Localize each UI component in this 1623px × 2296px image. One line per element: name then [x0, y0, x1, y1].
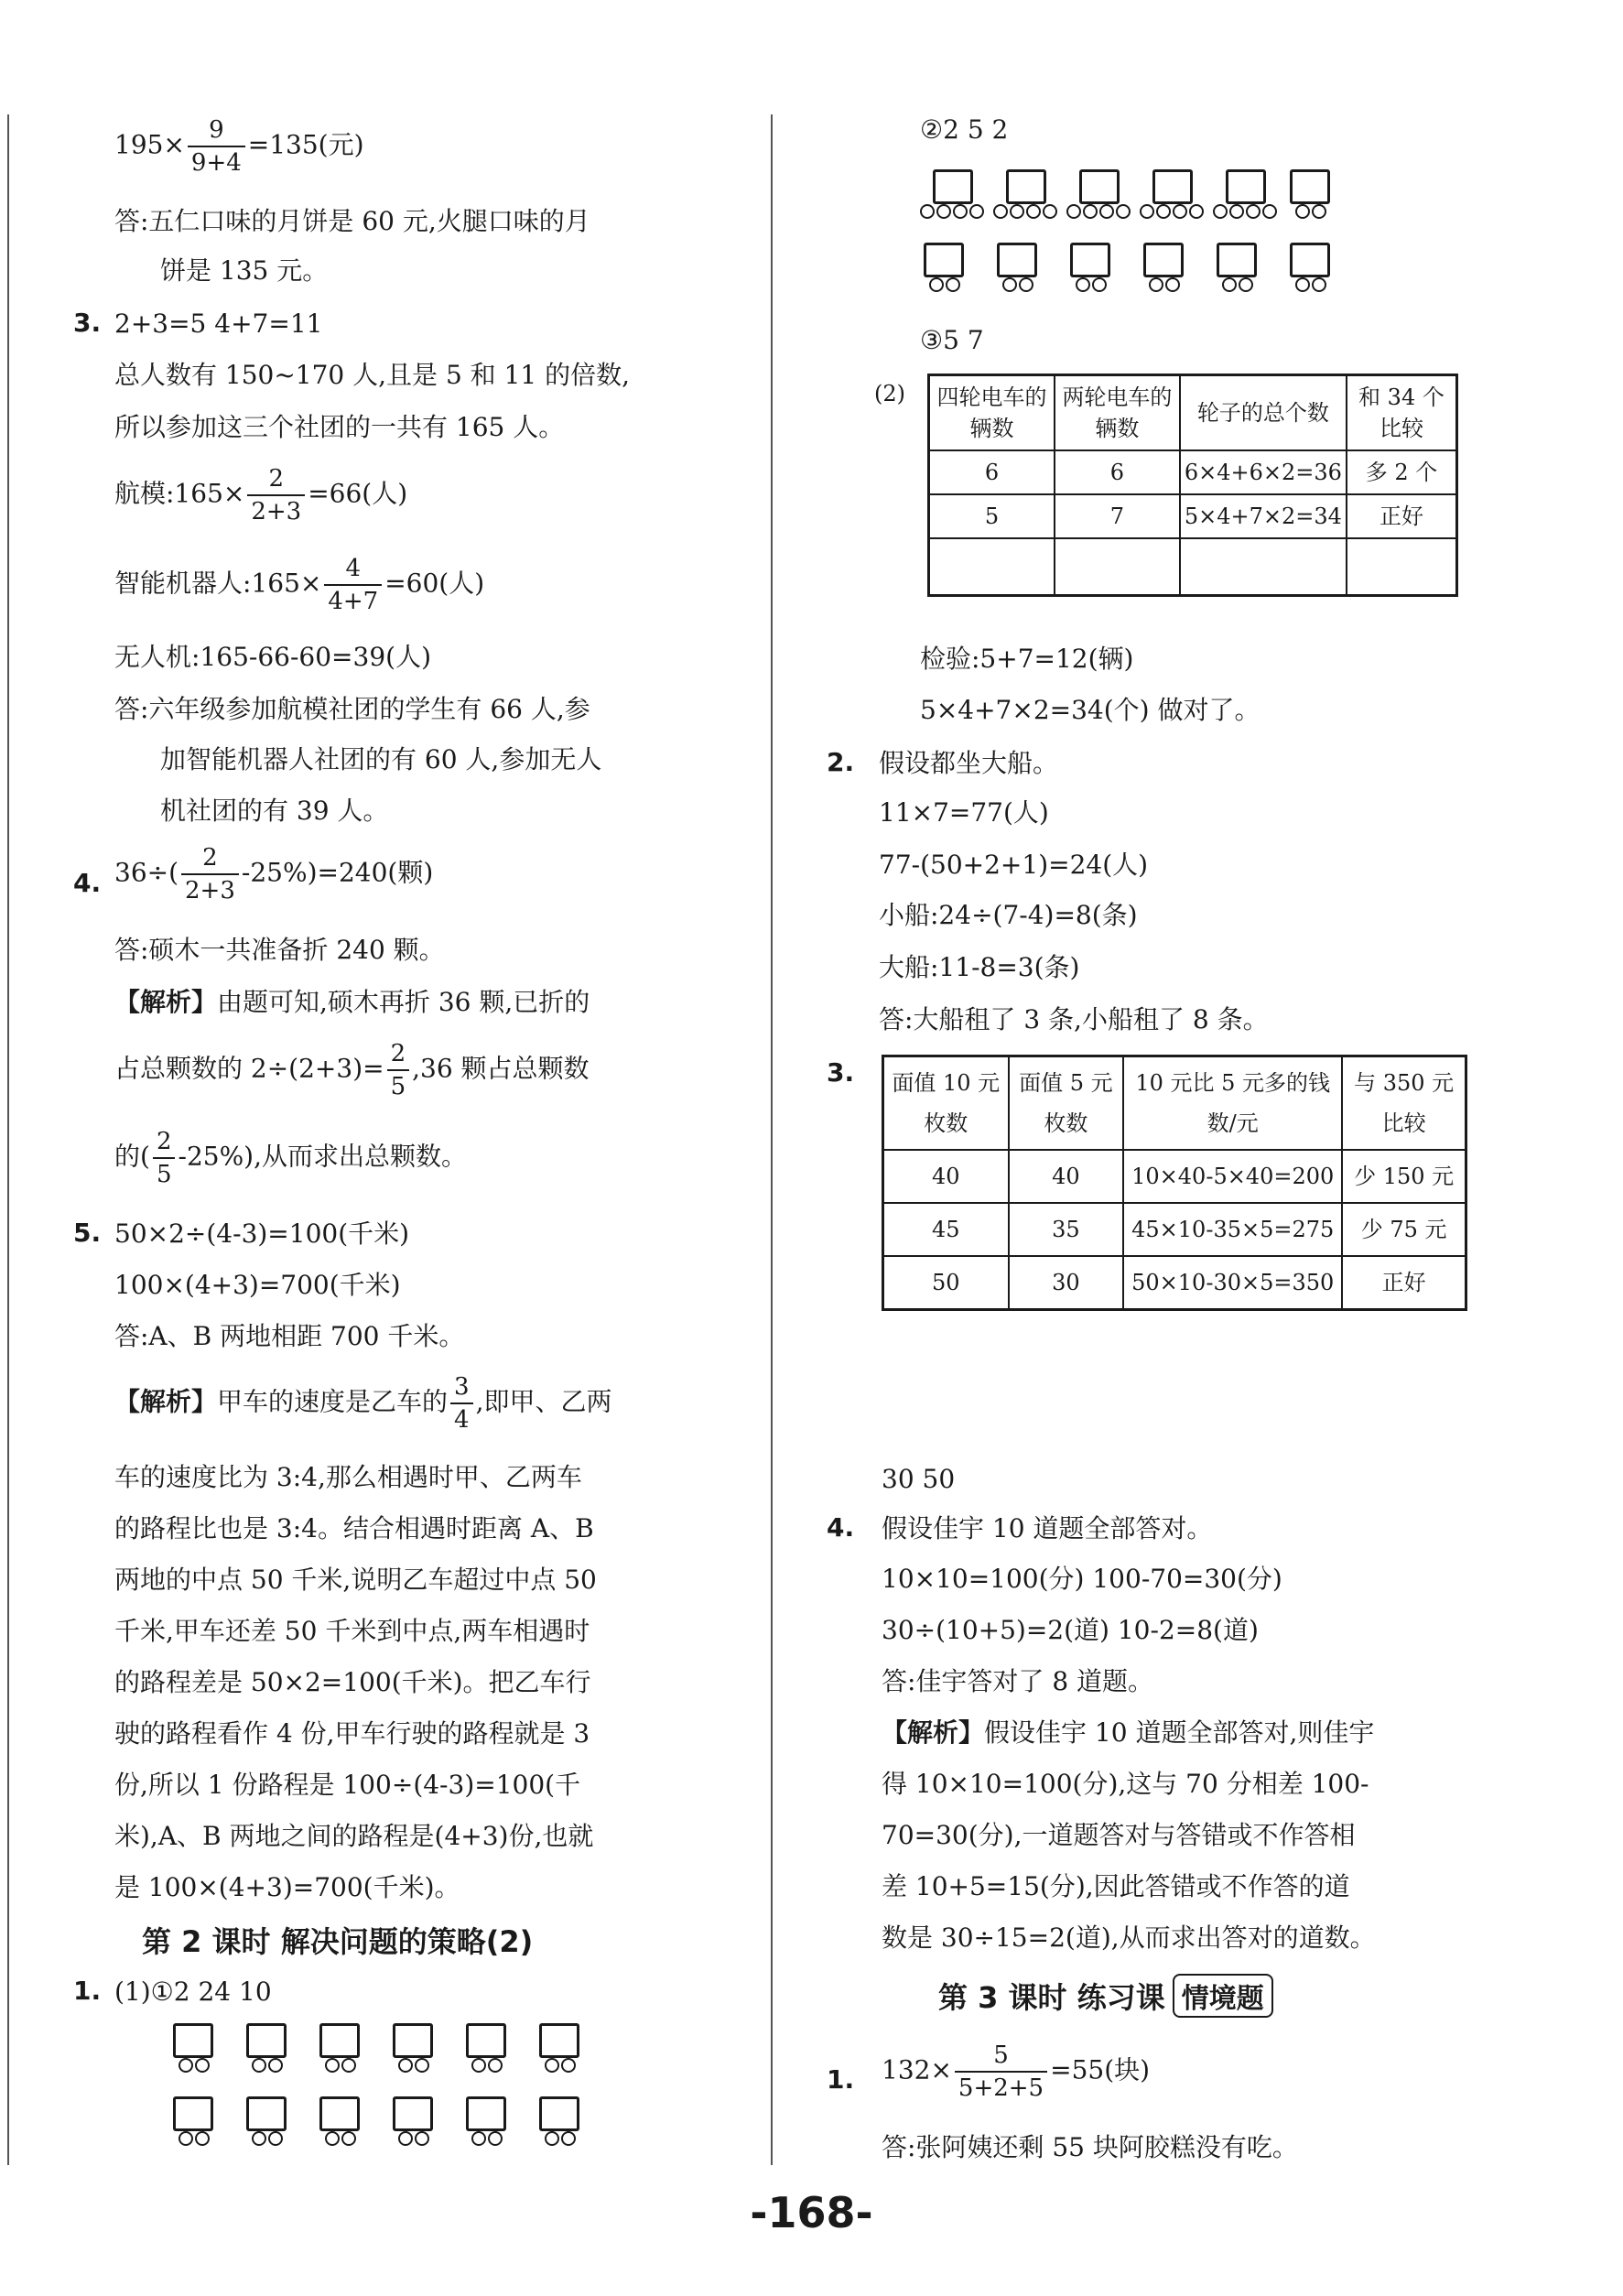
line-fraction: 36÷( $\frac{2}{2+3}$ -25%)=240(颗): [114, 844, 434, 904]
four-wheel-car: [1213, 169, 1286, 221]
analysis-line: 驶的路程看作 4 份,甲车行驶的路程就是 3: [114, 1718, 590, 1749]
table-label: (2): [874, 381, 905, 406]
answer-line: 答:张阿姨还剩 55 块阿胶糕没有吃。: [882, 2132, 1298, 2162]
analysis-line: 是 100×(4+3)=700(千米)。: [114, 1872, 460, 1902]
answer-line: 加智能机器人社团的有 60 人,参加无人: [160, 744, 602, 774]
table-header-cell: 面值 5 元枚数: [1009, 1056, 1124, 1151]
text-line: ②2 5 2: [920, 114, 1009, 145]
table-cell: 7: [1055, 494, 1180, 538]
two-wheel-car: [316, 2023, 363, 2074]
text-line: 检验:5+7=12(辆): [920, 644, 1134, 674]
table-header-cell: 10 元比 5 元多的钱数/元: [1123, 1056, 1342, 1151]
answer-line: 答:佳宇答对了 8 道题。: [882, 1666, 1154, 1696]
table-cell: 40: [1009, 1150, 1124, 1203]
text-line: 所以参加这三个社团的一共有 165 人。: [114, 412, 565, 442]
analysis-line: 70=30(分),一道题答对与答错或不作答相: [882, 1820, 1356, 1850]
analysis-line: 的路程差是 50×2=100(千米)。把乙车行: [114, 1667, 591, 1697]
text-line: (1)①2 24 10: [114, 1977, 272, 2007]
lesson-heading: 第 3 课时 练习课 情境题: [938, 1974, 1273, 2018]
answer-line: 答:大船租了 3 条,小船租了 8 条。: [879, 1004, 1269, 1034]
two-wheel-car: [243, 2023, 290, 2074]
wheel-table: [927, 374, 1458, 597]
analysis-line: 份,所以 1 份路程是 100÷(4-3)=100(千: [114, 1770, 581, 1800]
text-line: 小船:24÷(7-4)=8(条): [879, 900, 1138, 930]
answer-line: 答:A、B 两地相距 700 千米。: [114, 1321, 465, 1351]
table-cell: 正好: [1342, 1256, 1466, 1310]
two-wheel-car: [462, 2096, 510, 2148]
question-number: 4.: [73, 868, 102, 898]
text-line: 50×2÷(4-3)=100(千米): [114, 1218, 410, 1249]
two-wheel-car: [462, 2023, 510, 2074]
analysis-line: 千米,甲车还差 50 千米到中点,两车相遇时: [114, 1616, 590, 1646]
column-divider: [771, 114, 773, 2165]
text-line: ③5 7: [920, 325, 984, 355]
table-cell: 30: [1009, 1256, 1124, 1310]
table-cell: 50: [883, 1256, 1009, 1310]
table-row: [883, 1150, 1466, 1203]
line-fraction: 占总颗数的 2÷(2+3)= $\frac{2}{5}$ ,36 颗占总颗数: [114, 1040, 590, 1100]
table-header-cell: 四轮电车的辆数: [929, 375, 1055, 451]
two-wheel-car: [243, 2096, 290, 2148]
analysis-line: 米),A、B 两地之间的路程是(4+3)份,也就: [114, 1821, 594, 1851]
coin-table: [882, 1055, 1467, 1311]
table-cell: 5×4+7×2=34: [1180, 494, 1347, 538]
line-fraction: 航模:165× $\frac{2}{2+3}$ =66(人): [114, 465, 408, 525]
text-line: 30÷(10+5)=2(道) 10-2=8(道): [882, 1615, 1259, 1645]
text-line: 大船:11-8=3(条): [879, 952, 1080, 982]
text-line: 总人数有 150~170 人,且是 5 和 11 的倍数,: [114, 360, 630, 390]
two-wheel-car: [1140, 243, 1187, 294]
text-line: 100×(4+3)=700(千米): [114, 1270, 401, 1300]
answer-line: 饼是 135 元。: [160, 255, 329, 286]
scenario-badge: 情境题: [1173, 1974, 1273, 2018]
analysis-line: 得 10×10=100(分),这与 70 分相差 100-: [882, 1769, 1369, 1799]
text-line: 2+3=5 4+7=11: [114, 309, 323, 339]
two-wheel-car: [993, 243, 1041, 294]
analysis-line: 【解析】假设佳宇 10 道题全部答对,则佳宇: [882, 1717, 1375, 1748]
question-number: 1.: [73, 1976, 102, 2006]
table-row: [883, 1256, 1466, 1310]
two-wheel-car: [1066, 243, 1114, 294]
question-number: 1.: [827, 2064, 855, 2095]
analysis-line: 【解析】甲车的速度是乙车的 $\frac{3}{4}$ ,即甲、乙两: [114, 1373, 612, 1434]
text-line: 30 50: [882, 1464, 956, 1494]
line-fraction: 132× $\frac{5}{5+2+5}$ =55(块): [882, 2041, 1151, 2102]
table-cell: 正好: [1347, 494, 1457, 538]
two-wheel-car: [920, 243, 968, 294]
lesson-heading: 第 2 课时 解决问题的策略(2): [142, 1924, 534, 1959]
two-wheel-car: [536, 2096, 583, 2148]
text-line: 77-(50+2+1)=24(人): [879, 850, 1149, 880]
table-cell: 少 150 元: [1342, 1150, 1466, 1203]
table-row: [929, 450, 1457, 494]
table-cell: 6×4+6×2=36: [1180, 450, 1347, 494]
analysis-line: 【解析】由题可知,硕木再折 36 颗,已折的: [114, 987, 590, 1017]
analysis-line: 数是 30÷15=2(道),从而求出答对的道数。: [882, 1922, 1376, 1953]
table-header-cell: 两轮电车的辆数: [1055, 375, 1180, 451]
question-number: 3.: [827, 1057, 855, 1088]
analysis-line: 两地的中点 50 千米,说明乙车超过中点 50: [114, 1565, 597, 1595]
table-cell: 少 75 元: [1342, 1203, 1466, 1256]
table-cell: 6: [1055, 450, 1180, 494]
text-line: 5×4+7×2=34(个) 做对了。: [920, 695, 1261, 725]
two-wheel-car: [1286, 169, 1334, 221]
two-wheel-car: [316, 2096, 363, 2148]
table-cell: [929, 538, 1055, 595]
left-margin-line: [7, 114, 9, 2165]
table-header-cell: 与 350 元比较: [1342, 1056, 1466, 1151]
line-fraction: 的( $\frac{2}{5}$ -25%),从而求出总颗数。: [114, 1128, 468, 1188]
answer-line: 答:硕木一共准备折 240 颗。: [114, 935, 445, 965]
table-row: [929, 538, 1457, 595]
table-header-cell: 轮子的总个数: [1180, 375, 1347, 451]
two-wheel-car: [1213, 243, 1261, 294]
four-wheel-car: [1140, 169, 1213, 221]
question-number: 4.: [827, 1512, 855, 1543]
four-wheel-car: [1066, 169, 1140, 221]
table-header-cell: 面值 10 元枚数: [883, 1056, 1009, 1151]
two-wheel-car: [389, 2023, 437, 2074]
table-cell: 多 2 个: [1347, 450, 1457, 494]
answer-line: 答:五仁口味的月饼是 60 元,火腿口味的月: [114, 206, 590, 236]
question-number: 3.: [73, 308, 102, 338]
table-cell: [1347, 538, 1457, 595]
question-number: 2.: [827, 747, 855, 777]
table-cell: [1055, 538, 1180, 595]
table-cell: 10×40-5×40=200: [1123, 1150, 1342, 1203]
table-cell: 5: [929, 494, 1055, 538]
analysis-line: 车的速度比为 3:4,那么相遇时甲、乙两车: [114, 1462, 582, 1492]
two-wheel-car: [536, 2023, 583, 2074]
table-header-cell: 和 34 个比较: [1347, 375, 1457, 451]
four-wheel-car: [920, 169, 993, 221]
line-fraction: 195× $\frac{9}{9+4}$ =135(元): [114, 116, 364, 177]
text-line: 11×7=77(人): [879, 797, 1049, 828]
line-fraction: 智能机器人:165× $\frac{4}{4+7}$ =60(人): [114, 555, 485, 615]
text-line: 无人机:165-66-60=39(人): [114, 642, 431, 672]
table-cell: 45×10-35×5=275: [1123, 1203, 1342, 1256]
table-cell: 6: [929, 450, 1055, 494]
two-wheel-car: [169, 2023, 217, 2074]
text-line: 10×10=100(分) 100-70=30(分): [882, 1564, 1282, 1594]
answer-line: 答:六年级参加航模社团的学生有 66 人,参: [114, 694, 590, 724]
table-row: [883, 1203, 1466, 1256]
table-cell: 50×10-30×5=350: [1123, 1256, 1342, 1310]
text-line: 假设都坐大船。: [879, 748, 1059, 778]
four-wheel-car: [993, 169, 1066, 221]
table-cell: [1180, 538, 1347, 595]
question-number: 5.: [73, 1218, 102, 1248]
analysis-line: 的路程比也是 3:4。结合相遇时距离 A、B: [114, 1513, 594, 1543]
page-number: -168-: [750, 2188, 873, 2237]
table-cell: 40: [883, 1150, 1009, 1203]
table-row: [929, 494, 1457, 538]
text-line: 假设佳宇 10 道题全部答对。: [882, 1513, 1213, 1543]
two-wheel-car: [169, 2096, 217, 2148]
table-cell: 45: [883, 1203, 1009, 1256]
two-wheel-car: [389, 2096, 437, 2148]
answer-line: 机社团的有 39 人。: [160, 796, 389, 826]
two-wheel-car: [1286, 243, 1334, 294]
analysis-line: 差 10+5=15(分),因此答错或不作答的道: [882, 1871, 1350, 1901]
table-cell: 35: [1009, 1203, 1124, 1256]
